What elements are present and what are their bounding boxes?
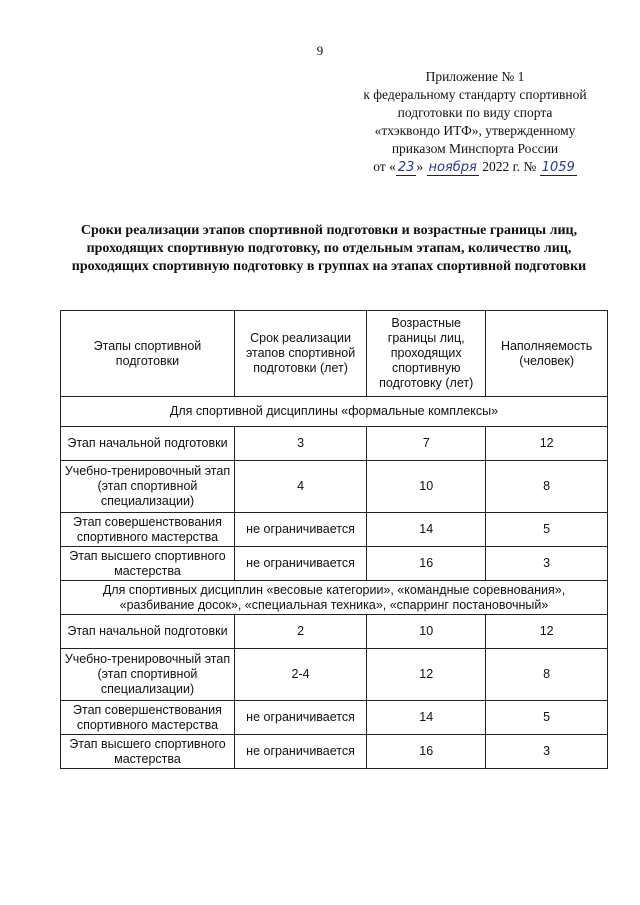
stage-name: Этап начальной подготовки [61, 615, 235, 649]
stages-table [60, 310, 608, 769]
date-prefix: от « [373, 159, 396, 174]
stage-duration: 2 [234, 615, 366, 649]
table-row [61, 461, 608, 513]
stage-capacity: 3 [486, 547, 608, 581]
table-row [61, 427, 608, 461]
table-row [61, 735, 608, 769]
stage-age: 16 [367, 735, 486, 769]
stage-name: Этап совершенствования спортивного мастерства [61, 513, 235, 547]
header-capacity: Наполняемость (человек) [486, 311, 608, 397]
stage-name: Учебно-тренировочный этап (этап спортивной специализации) [61, 461, 235, 513]
stage-duration: 2-4 [234, 649, 366, 701]
date-mid: » [416, 159, 424, 174]
header-age: Возрастные границы лиц, проходящих спортивную подготовку (лет) [367, 311, 486, 397]
stage-age: 10 [367, 615, 486, 649]
table-row [61, 701, 608, 735]
stage-capacity: 8 [486, 461, 608, 513]
section-title: Для спортивной дисциплины «формальные комплексы» [61, 397, 608, 427]
order-date-line [340, 158, 610, 176]
table-row [61, 615, 608, 649]
document-title: Сроки реализации этапов спортивной подготовки и возрастные границы лиц, проходящих спортивную подготовку, по отдельным этапам, количество лиц, проходящих спортивную подготовку в группах на этапах спортивной подготовки [71, 223, 587, 274]
stage-age: 10 [367, 461, 486, 513]
stage-age: 7 [367, 427, 486, 461]
section-row [61, 397, 608, 427]
handwritten-month: ноября [428, 160, 477, 175]
appendix-line: приказом Минспорта России [391, 141, 559, 156]
stage-age: 16 [367, 547, 486, 581]
stage-capacity: 5 [486, 701, 608, 735]
table-row [61, 649, 608, 701]
stage-duration: не ограничивается [234, 513, 366, 547]
appendix-line: подготовки по виду спорта [397, 105, 553, 120]
stage-capacity: 3 [486, 735, 608, 769]
stage-duration: не ограничивается [234, 547, 366, 581]
appendix-block [340, 68, 610, 176]
appendix-line: Приложение № 1 [425, 69, 525, 84]
stage-age: 14 [367, 701, 486, 735]
stage-name: Этап высшего спортивного мастерства [61, 547, 235, 581]
stage-age: 12 [367, 649, 486, 701]
stage-age: 14 [367, 513, 486, 547]
stage-name: Этап высшего спортивного мастерства [61, 735, 235, 769]
stage-duration: 3 [234, 427, 366, 461]
table-row [61, 547, 608, 581]
stage-duration: 4 [234, 461, 366, 513]
stage-name: Этап совершенствования спортивного мастерства [61, 701, 235, 735]
stage-capacity: 12 [486, 427, 608, 461]
date-year: 2022 г. № [482, 159, 537, 174]
handwritten-order-number: 1059 [541, 160, 575, 175]
stage-duration: не ограничивается [234, 701, 366, 735]
page-number: 9 [316, 43, 324, 58]
stage-duration: не ограничивается [234, 735, 366, 769]
appendix-line: к федеральному стандарту спортивной [363, 87, 587, 102]
handwritten-day: 23 [397, 160, 415, 175]
header-duration: Срок реализации этапов спортивной подготовки (лет) [234, 311, 366, 397]
stage-capacity: 8 [486, 649, 608, 701]
header-stages: Этапы спортивной подготовки [61, 311, 235, 397]
table-row [61, 513, 608, 547]
stage-name: Учебно-тренировочный этап (этап спортивной специализации) [61, 649, 235, 701]
section-row [61, 581, 608, 615]
appendix-line: «тхэквондо ИТФ», утвержденному [374, 123, 576, 138]
table-header-row [61, 311, 608, 397]
stage-capacity: 5 [486, 513, 608, 547]
section-title: Для спортивных дисциплин «весовые категории», «командные соревнования», «разбивание досок», «специальная техника», «спарринг постановочный» [61, 581, 608, 615]
stage-name: Этап начальной подготовки [61, 427, 235, 461]
stage-capacity: 12 [486, 615, 608, 649]
